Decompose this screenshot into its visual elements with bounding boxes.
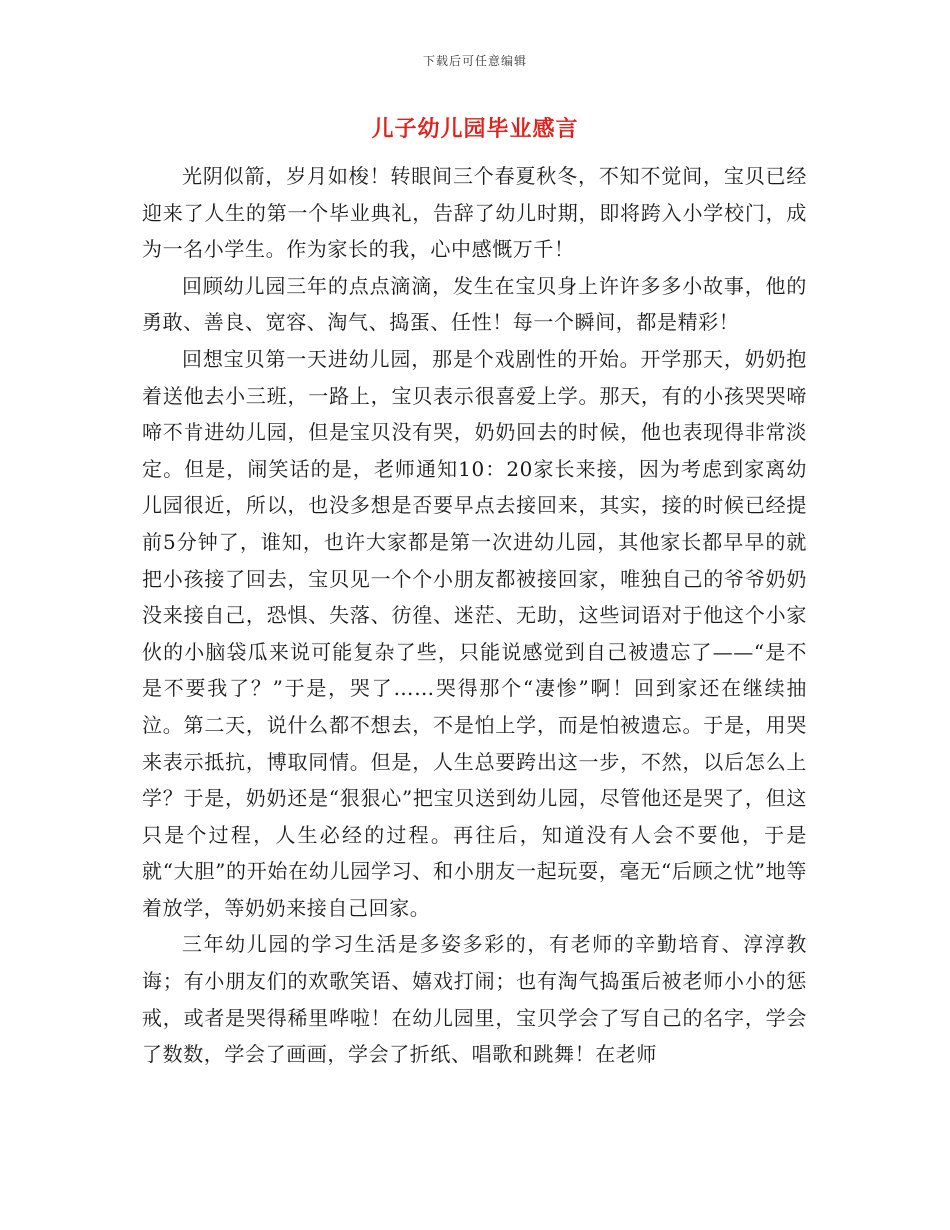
document-body — [142, 158, 807, 1073]
document-title: 儿子幼儿园毕业感言 — [371, 117, 579, 142]
paragraph: 回顾幼儿园三年的点点滴滴，发生在宝贝身上许许多多小故事，他的勇敢、善良、宽容、淘气、捣蛋、任性！每一个瞬间，都是精彩！ — [142, 273, 807, 335]
header-note: 下载后可任意编辑 — [422, 54, 527, 68]
paragraph: 回想宝贝第一天进幼儿园，那是个戏剧性的开始。开学那天，奶奶抱着送他去小三班，一路上，宝贝表示很喜爱上学。那天，有的小孩哭哭啼啼不肯进幼儿园，但是宝贝没有哭，奶奶回去的时候，他也表现得非常淡定。但是，闹笑话的是，老师通知10：20家长来接，因为考虑到家离幼儿园很近，所以，也没多想是否要早点去接回来，其实，接的时候已经提前5分钟了，谁知，也许大家都是第一次进幼儿园，其他家长都早早的就把小孩接了回去，宝贝见一个个小朋友都被接回家，唯独自己的爷爷奶奶没来接自己，恐惧、失落、彷徨、迷茫、无助，这些词语对于他这个小家伙的小脑袋瓜来说可能复杂了些，只能说感觉到自己被遗忘了——“是不是不要我了？”于是，哭了……哭得那个“凄惨”啊！回到家还在继续抽泣。第二天，说什么都不想去，不是怕上学，而是怕被遗忘。于是，用哭来表示抵抗，博取同情。但是，人生总要跨出这一步，不然，以后怎么上学？于是，奶奶还是“狠狠心”把宝贝送到幼儿园，尽管他还是哭了，但这只是个过程，人生必经的过程。再往后，知道没有人会不要他，于是就“大胆”的开始在幼儿园学习、和小朋友一起玩耍，毫无“后顾之忧”地等着放学，等奶奶来接自己回家。 — [142, 346, 807, 920]
paragraph: 光阴似箭，岁月如梭！转眼间三个春夏秋冬，不知不觉间，宝贝已经迎来了人生的第一个毕业典礼，告辞了幼儿时期，即将跨入小学校门，成为一名小学生。作为家长的我，心中感慨万千！ — [142, 164, 807, 262]
paragraph: 三年幼儿园的学习生活是多姿多彩的，有老师的辛勤培育、淳淳教诲；有小朋友们的欢歌笑语、嬉戏打闹；也有淘气捣蛋后被老师小小的惩戒，或者是哭得稀里哗啦！在幼儿园里，宝贝学会了写自己的名字，学会了数数，学会了画画，学会了折纸、唱歌和跳舞！在老师 — [142, 932, 807, 1067]
